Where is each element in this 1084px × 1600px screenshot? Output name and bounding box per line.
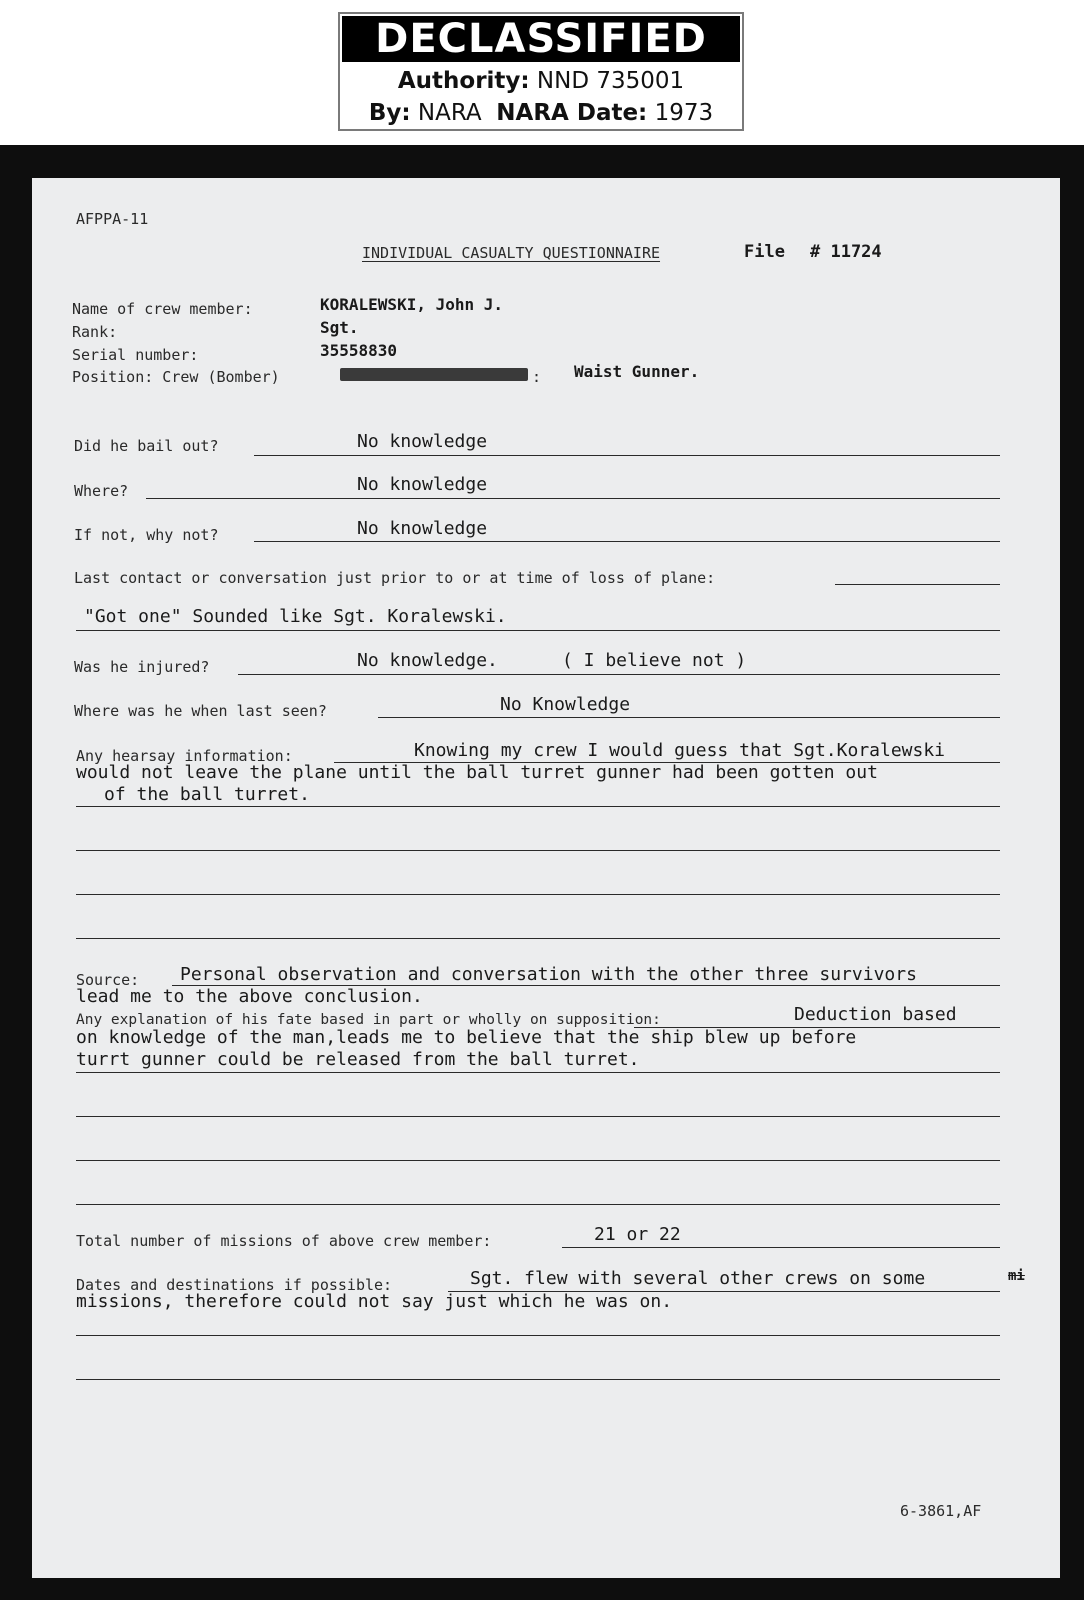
answer-line <box>76 938 1000 939</box>
serial-label: Serial number: <box>72 346 199 364</box>
answer-line <box>254 455 1000 456</box>
source-line1: Personal observation and conversation with the other three survivors <box>180 964 917 985</box>
seen-value: No Knowledge <box>500 694 631 715</box>
name-value: KORALEWSKI, John J. <box>320 295 504 314</box>
where-label: Where? <box>74 482 129 500</box>
injured-value: No knowledge. <box>357 650 498 671</box>
footer-code: 6-3861,AF <box>900 1502 982 1520</box>
answer-line <box>76 630 1000 631</box>
questionnaire-page <box>32 178 1060 1578</box>
why-value: No knowledge <box>357 518 488 539</box>
source-label: Source: <box>76 971 140 989</box>
answer-line <box>76 806 1000 807</box>
file-label: File <box>744 242 785 262</box>
injured-label: Was he injured? <box>74 658 210 676</box>
answer-line <box>76 894 1000 895</box>
where-value: No knowledge <box>357 474 488 495</box>
name-label: Name of crew member: <box>72 300 253 318</box>
hearsay-line2: would not leave the plane until the ball turret gunner had been gotten out <box>76 762 878 783</box>
dates-struck: mi <box>1008 1268 1025 1284</box>
answer-line <box>835 584 1000 585</box>
form-title: INDIVIDUAL CASUALTY QUESTIONNAIRE <box>362 244 661 262</box>
why-label: If not, why not? <box>74 526 219 544</box>
answer-line <box>146 498 1000 499</box>
answer-line <box>76 850 1000 851</box>
explanation-label: Any explanation of his fate based in part or wholly on supposition: <box>76 1012 661 1028</box>
answer-line <box>76 1204 1000 1205</box>
serial-value: 35558830 <box>320 341 398 360</box>
dates-label: Dates and destinations if possible: <box>76 1276 393 1294</box>
file-number: # 11724 <box>810 242 882 262</box>
explanation-line1: Deduction based <box>794 1004 957 1025</box>
explanation-line3: turrt gunner could be released from the ball turret. <box>76 1049 640 1070</box>
dates-line2: missions, therefore could not say just which he was on. <box>76 1291 673 1312</box>
answer-line <box>562 1247 1000 1248</box>
hearsay-label: Any hearsay information: <box>76 747 293 765</box>
answer-line <box>254 541 1000 542</box>
position-colon: : <box>532 368 542 386</box>
position-label: Position: Crew (Bomber) <box>72 368 280 386</box>
source-line2: lead me to the above conclusion. <box>76 986 423 1007</box>
form-code: AFPPA-11 <box>76 210 149 228</box>
declassified-stamp <box>338 12 744 131</box>
answer-line <box>238 674 1000 675</box>
missions-label: Total number of missions of above crew member: <box>76 1232 492 1250</box>
answer-line <box>76 1379 1000 1380</box>
answer-line <box>76 1335 1000 1336</box>
dates-line1: Sgt. flew with several other crews on some <box>470 1268 926 1289</box>
injured-note: ( I believe not ) <box>562 650 747 671</box>
answer-line <box>76 1116 1000 1117</box>
redacted-text <box>340 368 528 381</box>
rank-value: Sgt. <box>320 318 359 337</box>
stamp-heading: DECLASSIFIED <box>342 16 740 62</box>
bail-label: Did he bail out? <box>74 437 219 455</box>
bail-value: No knowledge <box>357 431 488 452</box>
missions-value: 21 or 22 <box>594 1224 681 1245</box>
rank-label: Rank: <box>72 323 118 341</box>
answer-line <box>378 717 1000 718</box>
stamp-by: By: NARA NARA Date: 1973 <box>368 100 714 126</box>
position-value: Waist Gunner. <box>574 362 700 381</box>
hearsay-line3: of the ball turret. <box>104 784 310 805</box>
seen-label: Where was he when last seen? <box>74 702 327 720</box>
answer-line <box>76 1160 1000 1161</box>
contact-label: Last contact or conversation just prior to or at time of loss of plane: <box>74 569 716 587</box>
stamp-authority: Authority: NND 735001 <box>397 68 685 94</box>
explanation-line2: on knowledge of the man,leads me to believe that the ship blew up before <box>76 1027 857 1048</box>
hearsay-line1: Knowing my crew I would guess that Sgt.Koralewski <box>414 740 946 761</box>
contact-value: "Got one" Sounded like Sgt. Koralewski. <box>84 606 507 627</box>
answer-line <box>76 1072 1000 1073</box>
